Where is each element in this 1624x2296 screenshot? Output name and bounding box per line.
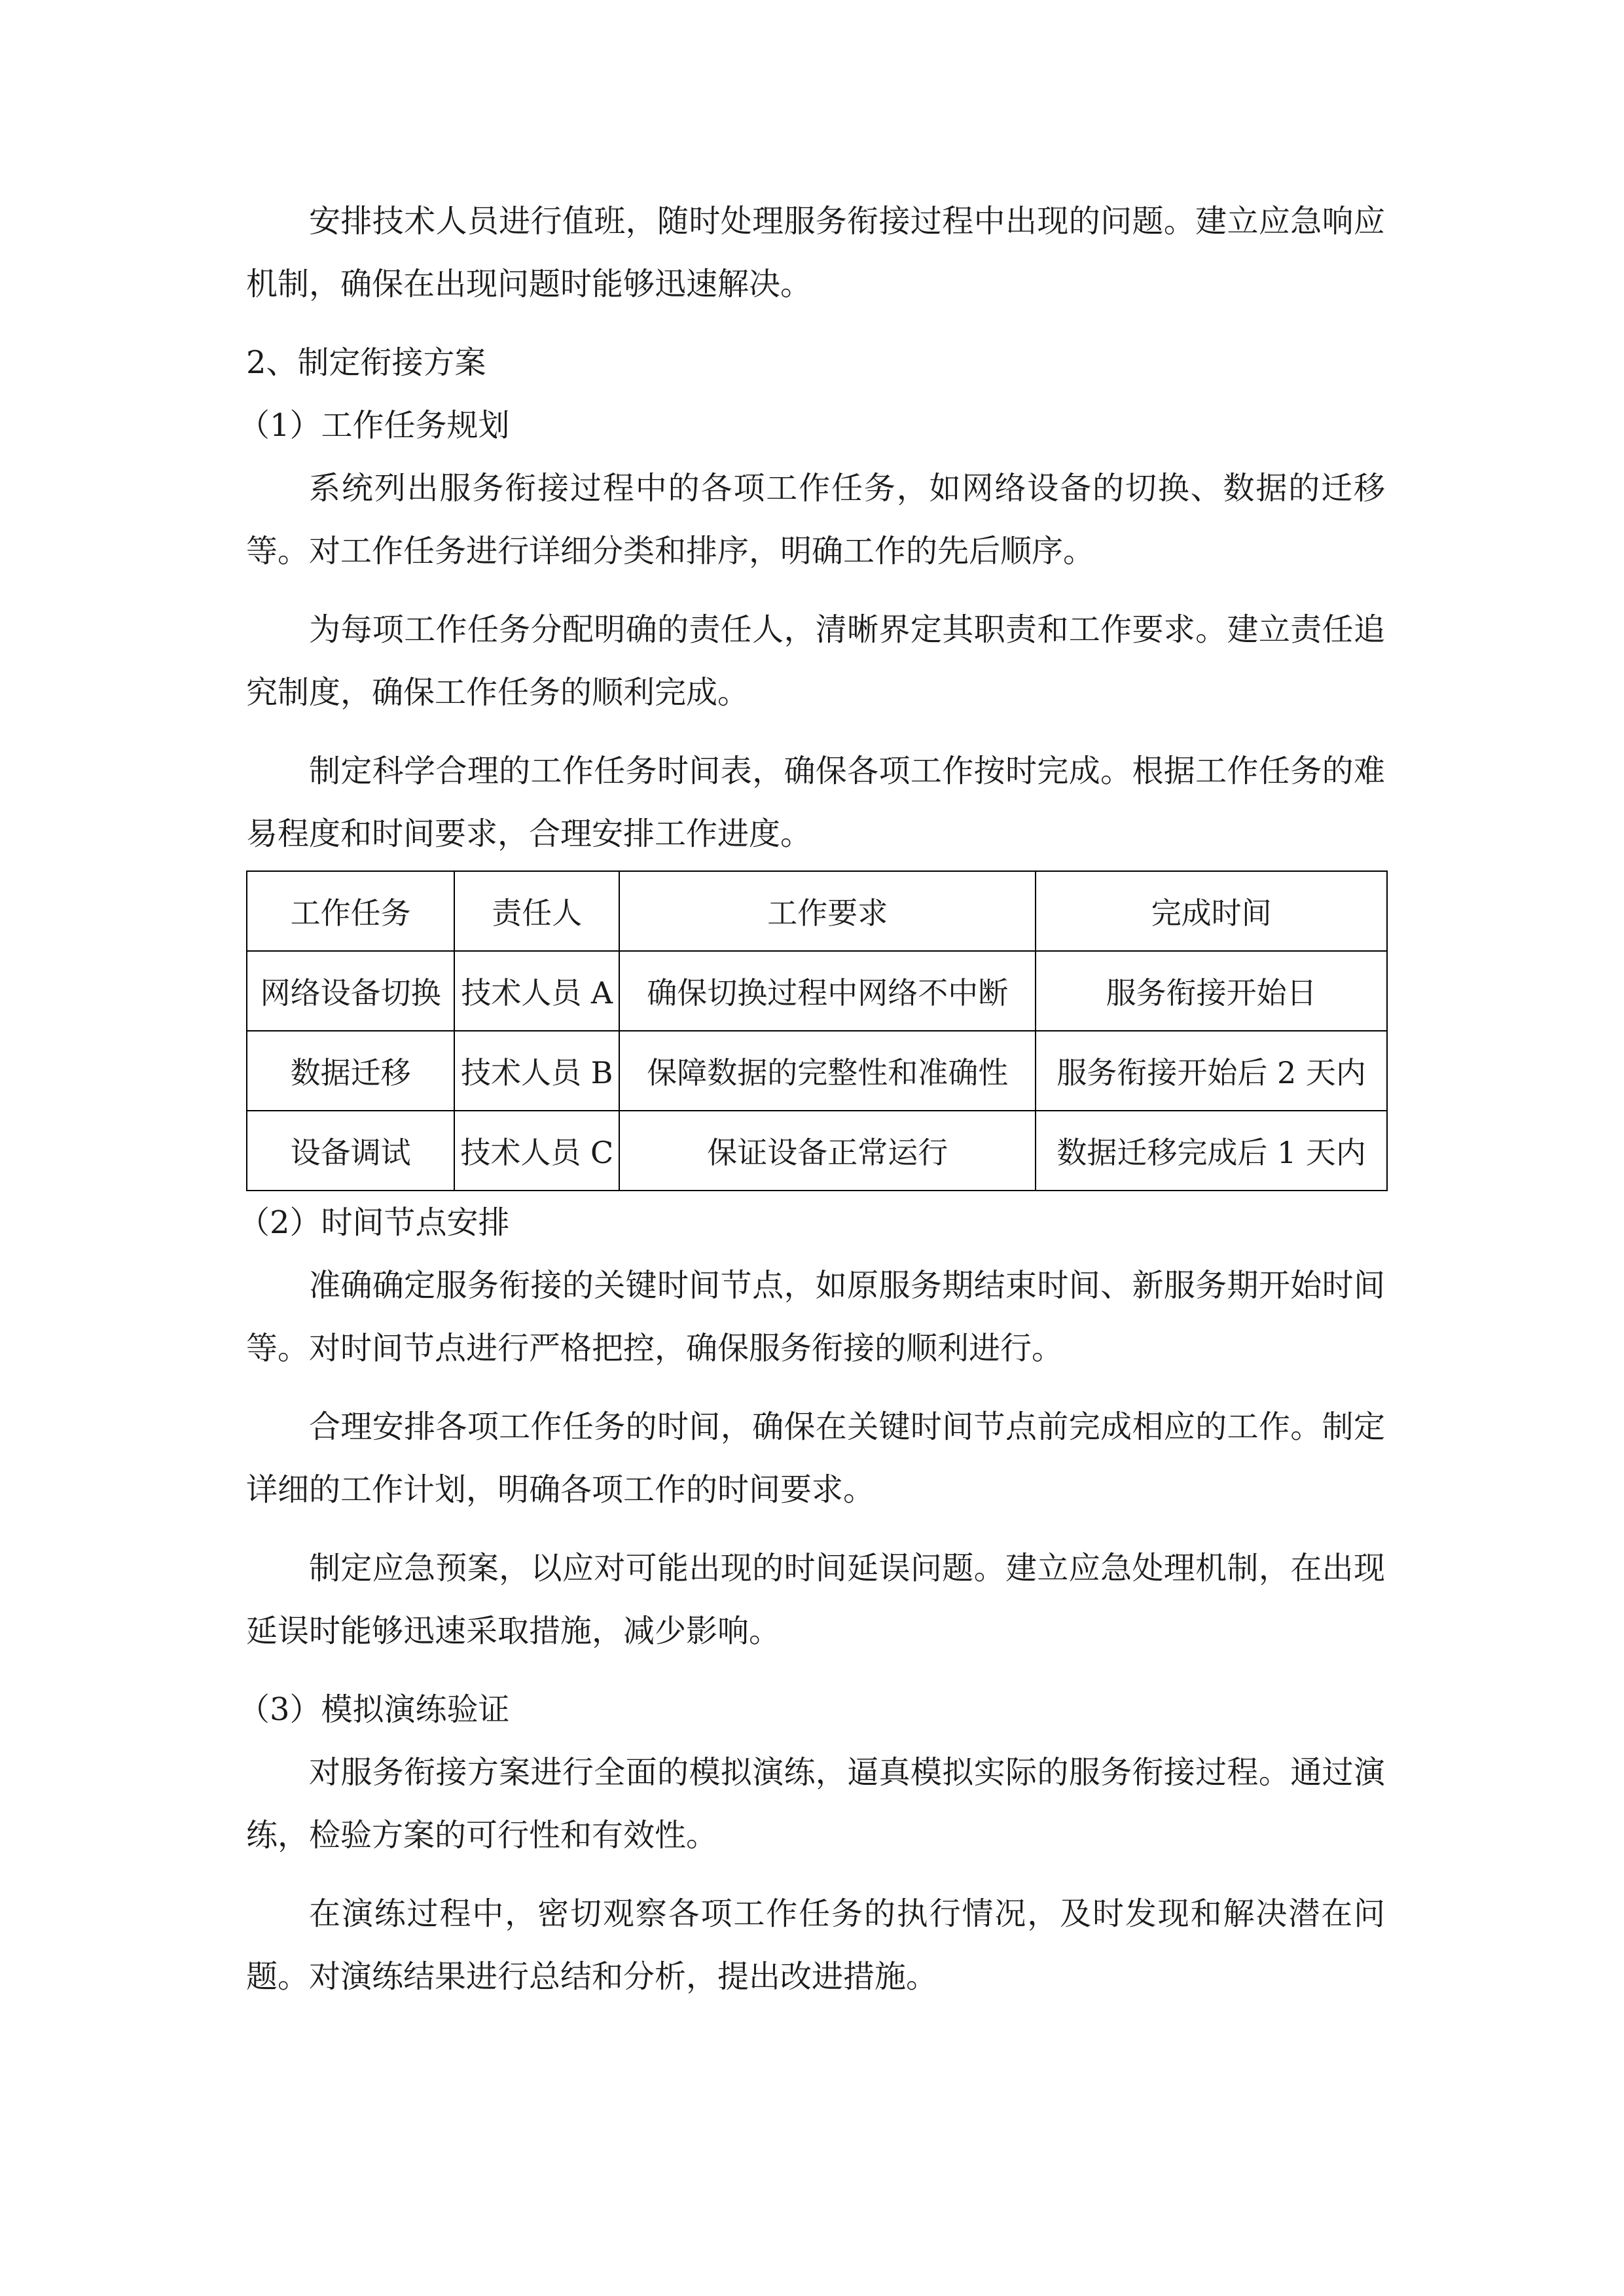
table-header-cell: 工作任务 [247,871,454,951]
section-heading: 2、制定衔接方案 [246,344,486,381]
table-header-cell: 完成时间 [1036,871,1387,951]
paragraph: 安排技术人员进行值班，随时处理服务衔接过程中出现的问题。建立应急响应机制，确保在出现问题时能够迅速解决。 [246,203,1385,302]
table-header-row [247,871,1387,951]
table-cell: 确保切换过程中网络不中断 [619,951,1036,1031]
task-table [246,870,1388,1191]
table-cell: 保证设备正常运行 [619,1111,1036,1191]
table-cell: 数据迁移 [247,1031,454,1111]
table-cell: 网络设备切换 [247,951,454,1031]
paragraph: 在演练过程中，密切观察各项工作任务的执行情况，及时发现和解决潜在问题。对演练结果进行总结和分析，提出改进措施。 [246,1895,1385,1995]
paragraph: 制定科学合理的工作任务时间表，确保各项工作按时完成。根据工作任务的难易程度和时间要求，合理安排工作进度。 [246,753,1385,852]
paragraph: 制定应急预案，以应对可能出现的时间延误问题。建立应急处理机制，在出现延误时能够迅速采取措施，减少影响。 [246,1550,1385,1649]
table-cell: 技术人员 A [454,951,619,1031]
paragraph: 对服务衔接方案进行全面的模拟演练，逼真模拟实际的服务衔接过程。通过演练，检验方案的可行性和有效性。 [246,1754,1385,1854]
paragraph: 为每项工作任务分配明确的责任人，清晰界定其职责和工作要求。建立责任追究制度，确保工作任务的顺利完成。 [246,611,1385,711]
document-page [238,190,1385,2024]
table-cell: 设备调试 [247,1111,454,1191]
subsection-heading: （3）模拟演练验证 [238,1691,510,1728]
subsection-heading: （1）工作任务规划 [238,407,510,444]
table-row [247,1111,1387,1191]
table-cell: 服务衔接开始日 [1036,951,1387,1031]
table-header-cell: 工作要求 [619,871,1036,951]
table-cell: 技术人员 C [454,1111,619,1191]
table-cell: 数据迁移完成后 1 天内 [1036,1111,1387,1191]
table-row [247,951,1387,1031]
paragraph: 系统列出服务衔接过程中的各项工作任务，如网络设备的切换、数据的迁移等。对工作任务进行详细分类和排序，明确工作的先后顺序。 [246,470,1385,569]
table-header-cell: 责任人 [454,871,619,951]
table-cell: 服务衔接开始后 2 天内 [1036,1031,1387,1111]
table-row [247,1031,1387,1111]
subsection-heading: （2）时间节点安排 [238,1204,510,1241]
paragraph: 准确确定服务衔接的关键时间节点，如原服务期结束时间、新服务期开始时间等。对时间节点进行严格把控，确保服务衔接的顺利进行。 [246,1267,1385,1367]
table-cell: 技术人员 B [454,1031,619,1111]
paragraph: 合理安排各项工作任务的时间，确保在关键时间节点前完成相应的工作。制定详细的工作计划，明确各项工作的时间要求。 [246,1408,1385,1508]
table-cell: 保障数据的完整性和准确性 [619,1031,1036,1111]
